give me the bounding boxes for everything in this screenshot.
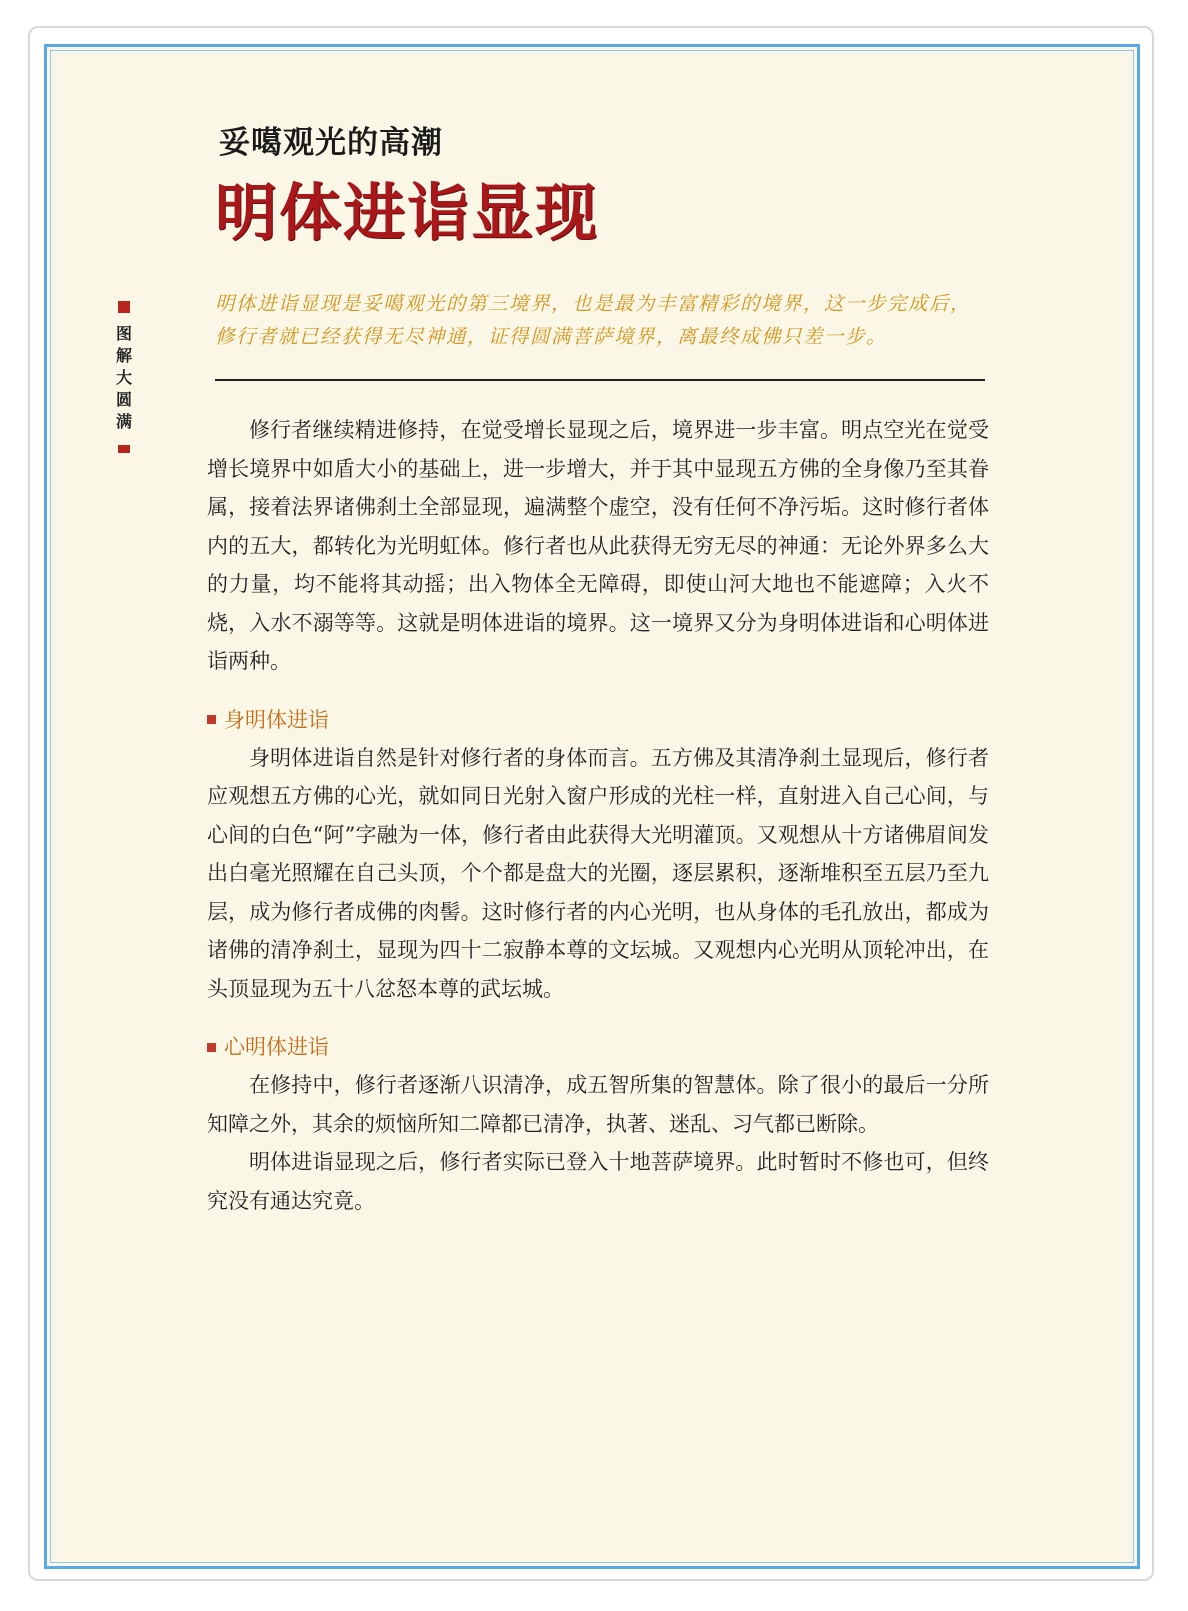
square-bullet-icon [207,715,216,724]
page-subtitle: 妥噶观光的高潮 [219,125,443,161]
book-page [44,44,1140,1569]
divider [215,379,985,381]
body-paragraph-2: 身明体进诣自然是针对修行者的身体而言。五方佛及其清净刹土显现后，修行者应观想五方佛的心光，就如同日光射入窗户形成的光柱一样，直射进入自己心间，与心间的白色“阿”字融为一体，修行者由此获得大光明灌顶。又观想从十方诸佛眉间发出白毫光照耀在自己头顶，个个都是盘大的光圈，逐层累积，逐渐堆积至五层乃至九层，成为修行者成佛的肉髻。这时修行者的内心光明，也从身体的毛孔放出，都成为诸佛的清净刹土，显现为四十二寂静本尊的文坛城。又观想内心光明从顶轮冲出，在头顶显现为五十八忿怒本尊的武坛城。 [207,745,989,1001]
side-tab-char: 图 [115,324,132,343]
side-tab-bottom-mark [118,445,130,453]
body-paragraph-4: 明体进诣显现之后，修行者实际已登入十地菩萨境界。此时暂时不修也可，但终究没有通达究竟。 [207,1150,989,1213]
body-paragraph-1: 修行者继续精进修持，在觉受增长显现之后，境界进一步丰富。明点空光在觉受增长境界中如盾大小的基础上，进一步增大，并于其中显现五方佛的全身像乃至其眷属，接着法界诸佛刹土全部显现，遍满整个虚空，没有任何不净污垢。这时修行者体内的五大，都转化为光明虹体。修行者也从此获得无穷无尽的神通：无论外界多么大的力量，均不能将其动摇；出入物体全无障碍，即使山河大地也不能遮障；入火不烧，入水不溺等等。这就是明体进诣的境界。这一境界又分为身明体进诣和心明体进诣两种。 [207,418,989,673]
section-heading-label: 身明体进诣 [224,707,329,732]
body-paragraph-3: 在修持中，修行者逐渐八识清净，成五智所集的智慧体。除了很小的最后一分所知障之外，其余的烦恼所知二障都已清净，执著、迷乱、习气都已断除。 [207,1073,989,1136]
section-heading-body [207,703,989,737]
side-tab-char: 圆 [115,390,132,409]
page-title: 明体进诣显现 [215,176,600,249]
side-tab-char: 解 [115,346,132,365]
side-tab [113,301,135,453]
square-bullet-icon [207,1043,216,1052]
section-heading-mind [207,1030,989,1064]
side-tab-label [113,323,135,433]
side-tab-char: 满 [115,412,132,431]
body-text [207,411,989,1220]
side-tab-char: 大 [115,368,132,387]
side-tab-top-mark [118,301,130,313]
section-heading-label: 心明体进诣 [224,1035,329,1059]
intro-paragraph: 明体进诣显现是妥噶观光的第三境界，也是最为丰富精彩的境界，这一步完成后，修行者就已经获得无尽神通，证得圆满菩萨境界，离最终成佛只差一步。 [215,292,972,348]
